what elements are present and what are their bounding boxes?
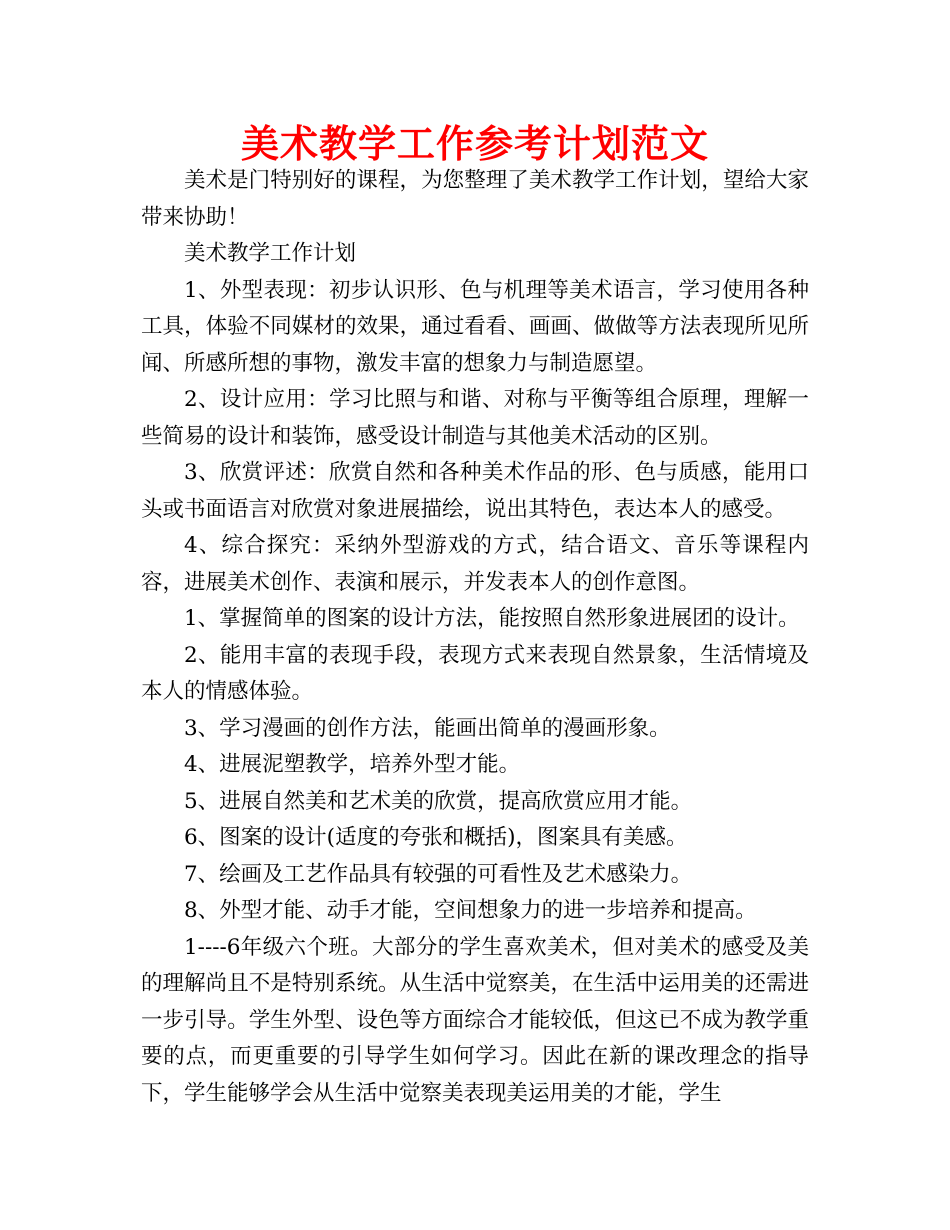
paragraph-goal-4: 4、综合探究：采纳外型游戏的方式，结合语文、音乐等课程内容，进展美术创作、表演和展示，并发表本人的创作意图。	[141, 533, 809, 595]
paragraph-goal-3: 3、欣赏评述：欣赏自然和各种美术作品的形、色与质感，能用口头或书面语言对欣赏对象进展描绘，说出其特色，表达本人的感受。	[141, 460, 809, 522]
paragraph-task-2: 2、能用丰富的表现手段，表现方式来表现自然景象，生活情境及本人的情感体验。	[141, 642, 809, 704]
paragraph-goal-2: 2、设计应用：学习比照与和谐、对称与平衡等组合原理，理解一些简易的设计和装饰，感受设计制造与其他美术活动的区别。	[141, 387, 809, 449]
paragraph-task-8: 8、外型才能、动手才能，空间想象力的进一步培养和提高。	[184, 898, 757, 923]
document-body	[141, 163, 809, 1112]
paragraph-task-1: 1、掌握简单的图案的设计方法，能按照自然形象进展团的设计。	[184, 606, 800, 631]
paragraph-task-5: 5、进展自然美和艺术美的欣赏，提高欣赏应用才能。	[184, 788, 693, 814]
paragraph-task-7: 7、绘画及工艺作品具有较强的可看性及艺术感染力。	[184, 861, 693, 887]
paragraph-heading-plan: 美术教学工作计划	[184, 241, 357, 266]
paragraph-goal-1: 1、外型表现：初步认识形、色与机理等美术语言，学习使用各种工具，体验不同媒材的效果，通过看看、画画、做做等方法表现所见所闻、所感所想的事物，激发丰富的想象力与制造愿望。	[141, 277, 809, 376]
paragraph-task-6: 6、图案的设计(适度的夸张和概括)，图案具有美感。	[184, 825, 688, 850]
paragraph-class-analysis: 1----6年级六个班。大部分的学生喜欢美术，但对美术的感受及美的理解尚且不是特别系统。从生活中觉察美，在生活中运用美的还需进一步引导。学生外型、设色等方面综合才能较低，但这已不成为教学重要的点，而更重要的引导学生如何学习。因此在新的课改理念的指导下，学生能够学会从生活中觉察美表现美运用美的才能，学生	[141, 934, 809, 1106]
document-title: 美术教学工作参考计划范文	[240, 122, 709, 166]
paragraph-intro: 美术是门特别好的课程，为您整理了美术教学工作计划，望给大家带来协助！	[141, 168, 809, 230]
paragraph-task-3: 3、学习漫画的创作方法，能画出简单的漫画形象。	[184, 715, 671, 741]
paragraph-task-4: 4、进展泥塑教学，培养外型才能。	[184, 752, 521, 777]
